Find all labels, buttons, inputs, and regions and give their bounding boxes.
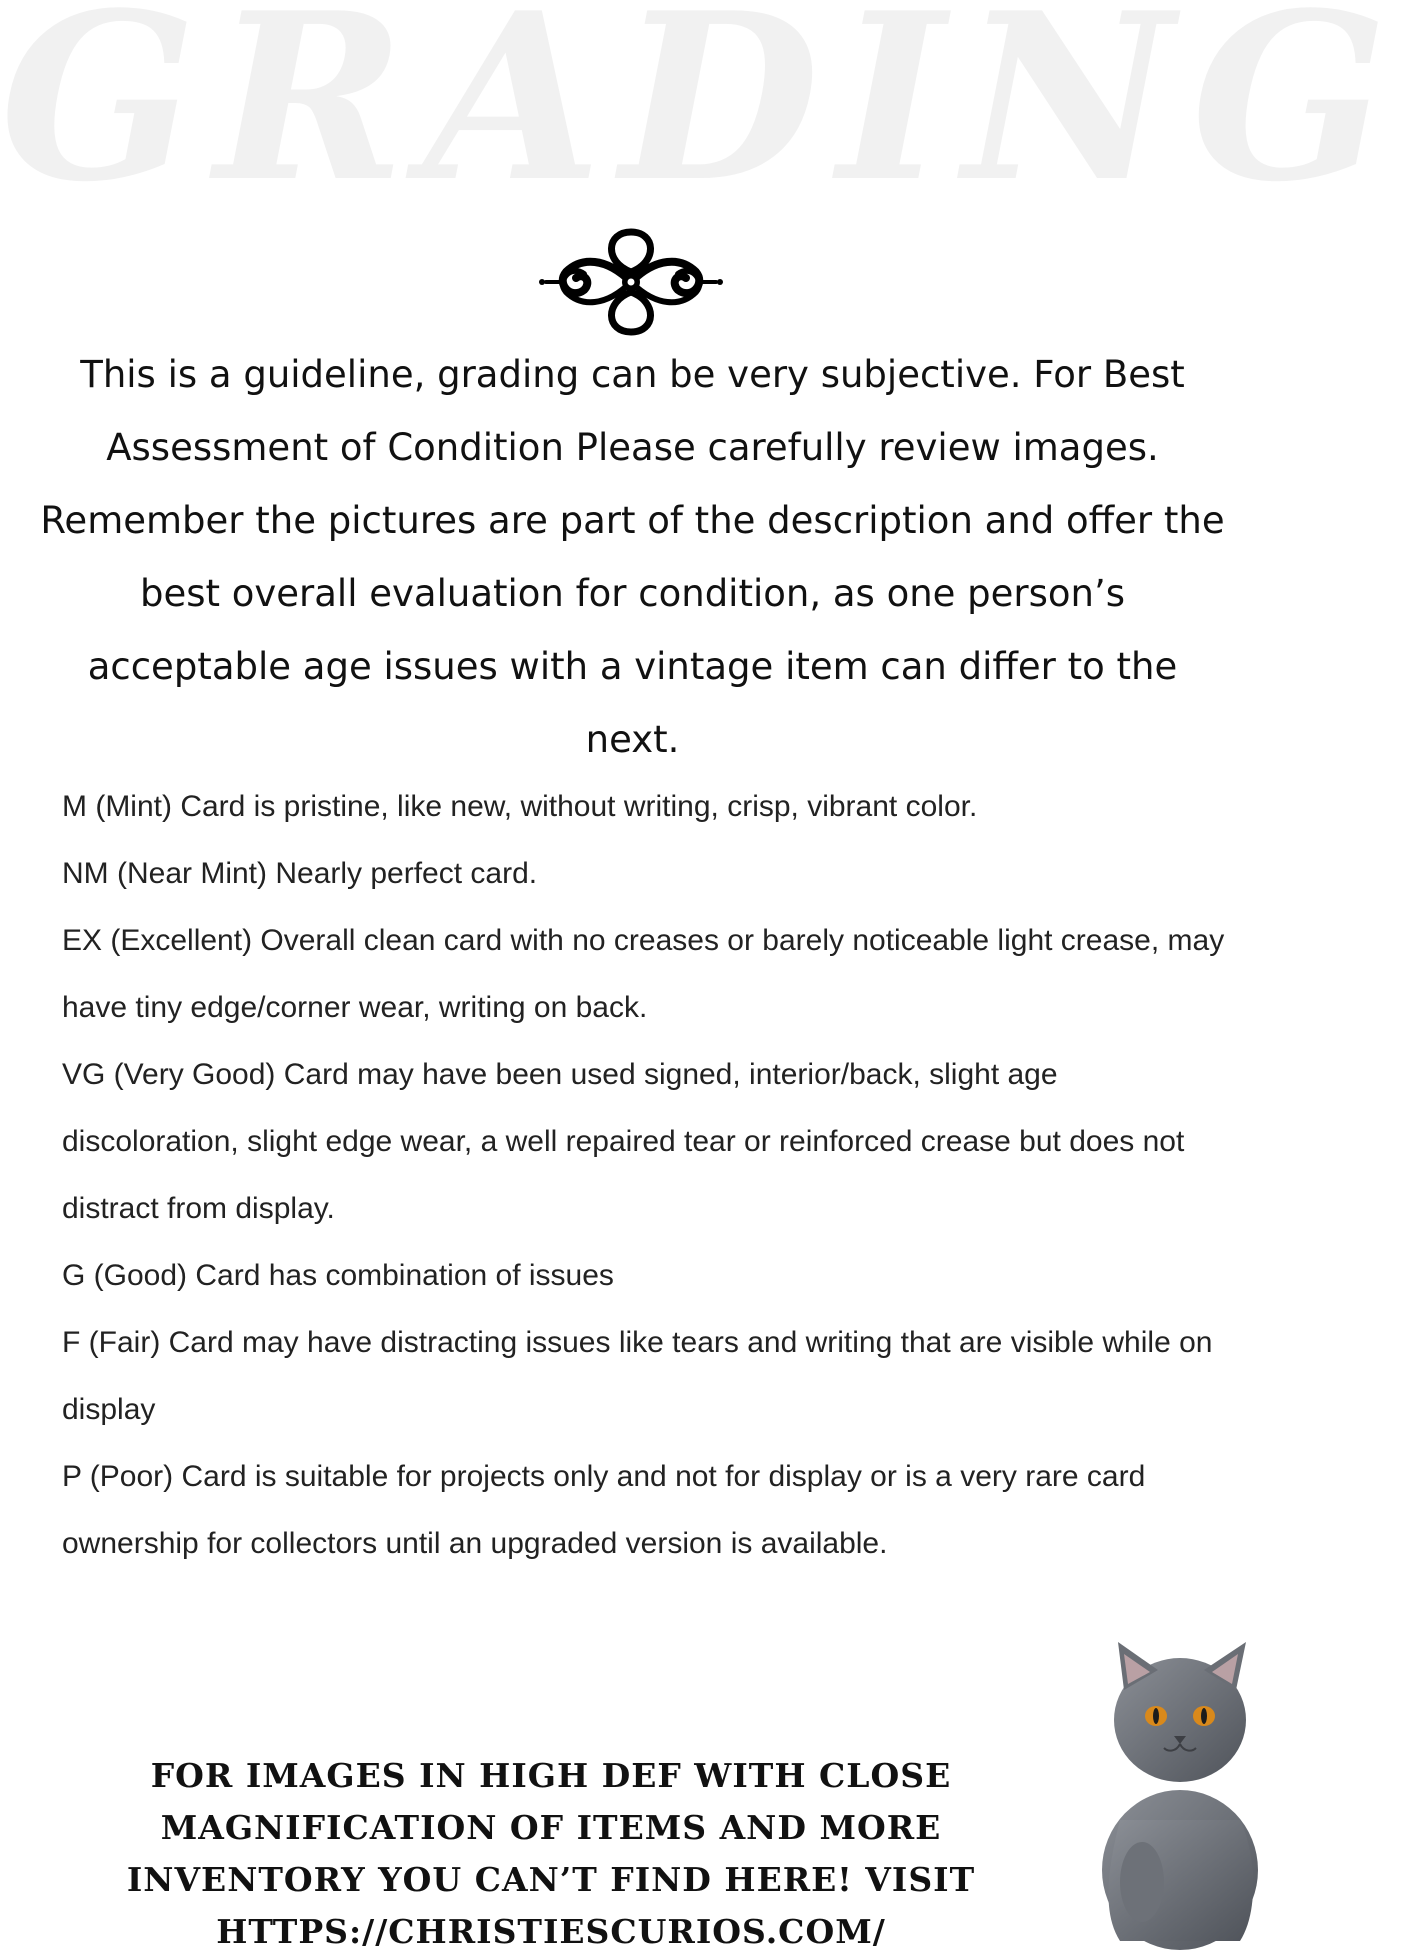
cat-image bbox=[1080, 1620, 1265, 1941]
grade-excellent: EX (Excellent) Overall clean card with no creases or barely noticeable light crease, may have tiny edge/corner wear, writing on back. bbox=[62, 924, 1225, 1024]
watermark-title: GRADING bbox=[0, 0, 1406, 233]
grade-very-good: VG (Very Good) Card may have been used signed, interior/back, slight age discoloration, slight edge wear, a well repaired tear or reinforced crease but does not distract from display. bbox=[62, 1058, 1185, 1225]
grade-poor: P (Poor) Card is suitable for projects only and not for display or is a very rare card ownership for collectors until an upgraded version is available. bbox=[62, 1460, 1146, 1560]
grade-mint: M (Mint) Card is pristine, like new, without writing, crisp, vibrant color. bbox=[62, 790, 978, 823]
grade-near-mint: NM (Near Mint) Nearly perfect card. bbox=[62, 857, 538, 890]
grade-fair: F (Fair) Card may have distracting issues like tears and writing that are visible while on display bbox=[62, 1326, 1213, 1426]
grade-list bbox=[62, 773, 1242, 1577]
intro-paragraph: This is a guideline, grading can be very subjective. For Best Assessment of Condition Please carefully review images. Remember the pictures are part of the description and offer the best overall evaluation for condition, as one person’s acceptable age issues with a vintage item can differ to the next. bbox=[40, 353, 1225, 761]
ornament-flourish-icon bbox=[536, 222, 726, 342]
grade-good: G (Good) Card has combination of issues bbox=[62, 1259, 614, 1292]
footer-promo: FOR IMAGES IN HIGH DEF WITH CLOSE MAGNIFICATION OF ITEMS AND MORE INVENTORY YOU CAN’T FIND HERE! VISIT HTTPS://CHRISTIESCURIOS.COM/ bbox=[126, 1756, 976, 1951]
